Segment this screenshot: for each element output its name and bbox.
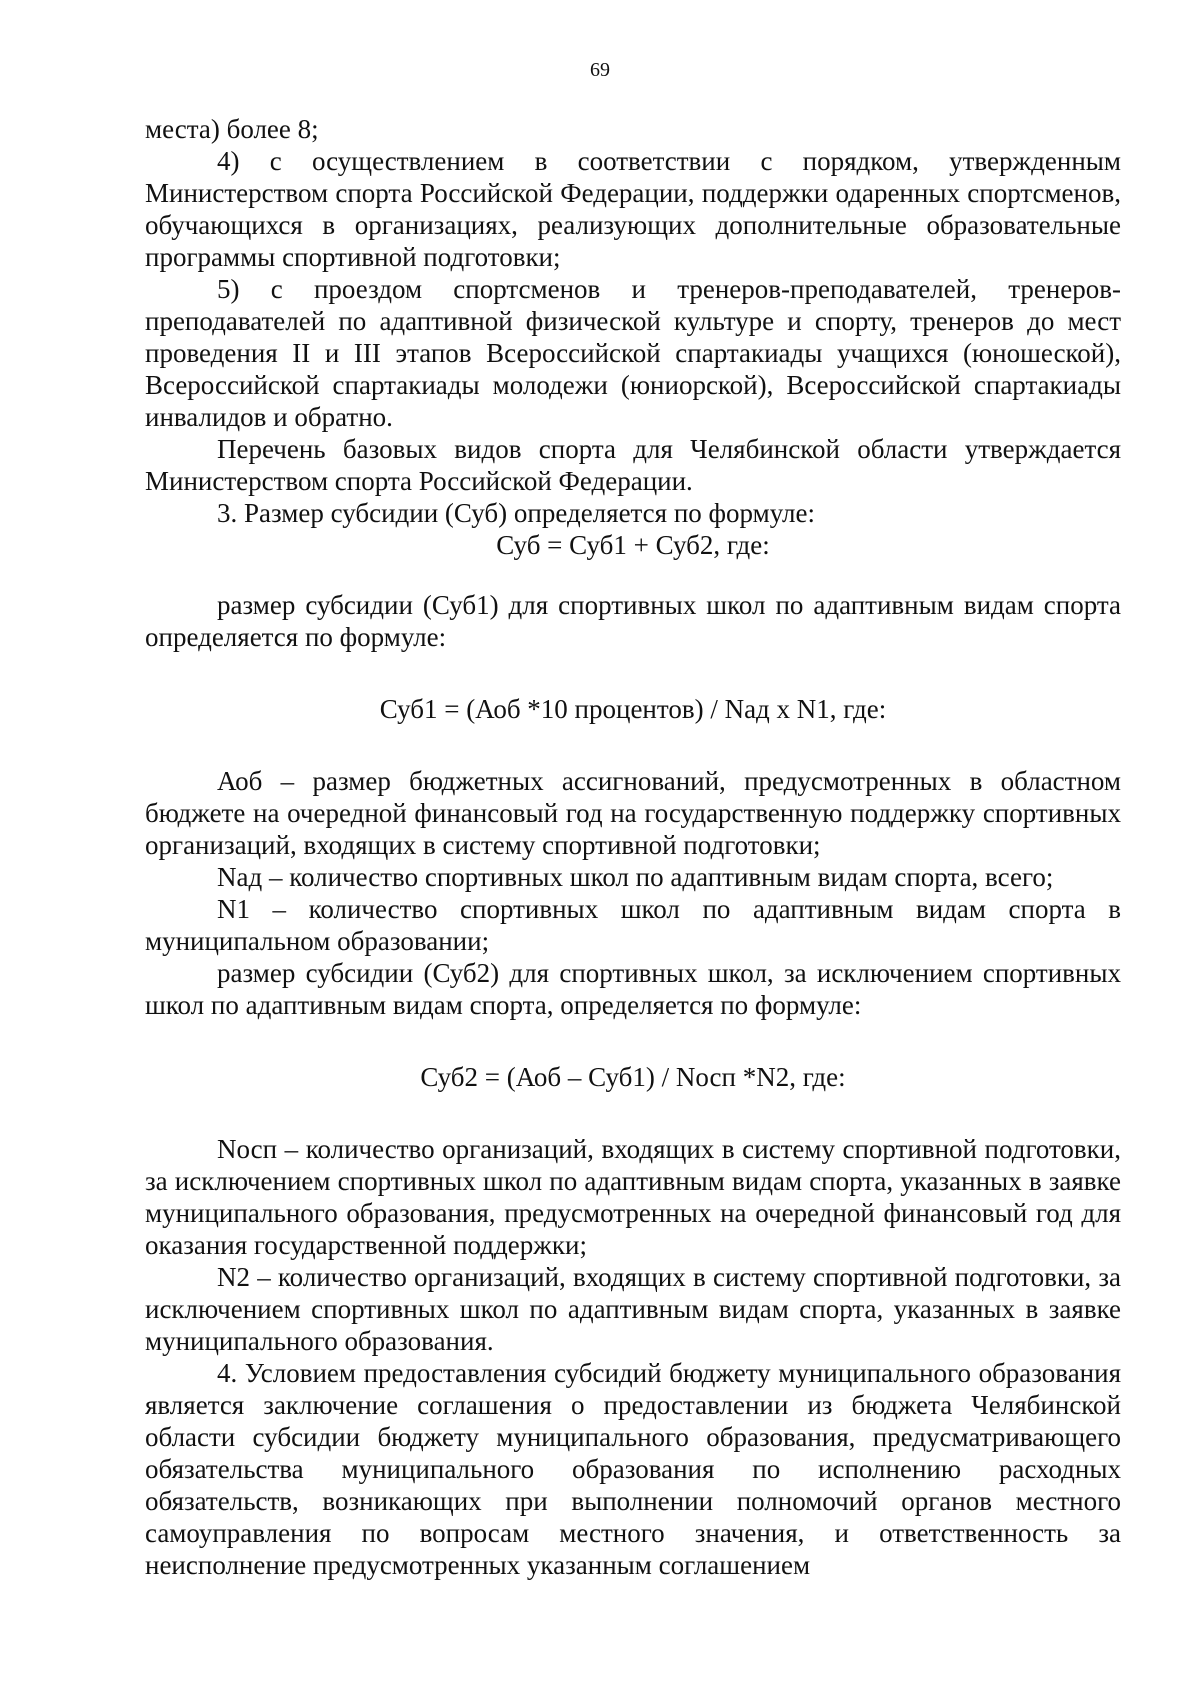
list-item-5: 5) с проездом спортсменов и тренеров-преподавателей, тренеров-преподавателей по адаптивной физической культуре и спорту, тренеров до мест проведения II и III этапов Всероссийской спартакиады учащихся (юношеской), Всероссийской спартакиады молодежи (юниорской), Всероссийской спартакиады инвалидов и обратно.: [145, 274, 1121, 432]
paragraph: места) более 8;: [145, 114, 319, 144]
paragraph: Перечень базовых видов спорта для Челябинской области утверждается Министерством спорта Российской Федерации.: [145, 434, 1121, 496]
list-item-4: 4) с осуществлением в соответствии с порядком, утвержденным Министерством спорта Российской Федерации, поддержки одаренных спортсменов, обучающихся в организациях, реализующих дополнительные образовательные программы спортивной подготовки;: [145, 146, 1121, 272]
definition-n1: N1 – количество спортивных школ по адаптивным видам спорта в муниципальном образовании;: [145, 894, 1121, 956]
formula-sub1: Суб1 = (Аоб *10 процентов) / Nад х N1, где:: [379, 694, 887, 724]
formula-sub: Суб = Суб1 + Суб2, где:: [496, 530, 770, 560]
section-4-paragraph: 4. Условием предоставления субсидий бюджету муниципального образования является заключение соглашения о предоставлении из бюджета Челябинской области субсидии бюджету муниципального образования, предусматривающего обязательства муниципального образования по исполнению расходных обязательств, возникающих при выполнении полномочий органов местного самоуправления по вопросам местного значения, и ответственность за неисполнение предусмотренных указанным соглашением: [145, 1358, 1121, 1580]
page-number: 69: [590, 59, 610, 81]
paragraph: размер субсидии (Суб1) для спортивных школ по адаптивным видам спорта определяется по формуле:: [145, 590, 1121, 652]
definition-nosp: Nосп – количество организаций, входящих в систему спортивной подготовки, за исключением спортивных школ по адаптивным видам спорта, указанных в заявке муниципального образования, предусмотренных на очередной финансовый год для оказания государственной поддержки;: [145, 1134, 1121, 1260]
formula-sub2: Суб2 = (Аоб – Суб1) / Nосп *N2, где:: [420, 1062, 846, 1092]
definition-n2: N2 – количество организаций, входящих в систему спортивной подготовки, за исключением спортивных школ по адаптивным видам спорта, указанных в заявке муниципального образования.: [145, 1262, 1121, 1356]
document-body: [145, 113, 1121, 1581]
definition-aob: Аоб – размер бюджетных ассигнований, предусмотренных в областном бюджете на очередной финансовый год на государственную поддержку спортивных организаций, входящих в систему спортивной подготовки;: [145, 766, 1121, 860]
definition-nad: Nад – количество спортивных школ по адаптивным видам спорта, всего;: [217, 862, 1054, 892]
paragraph: размер субсидии (Суб2) для спортивных школ, за исключением спортивных школ по адаптивным видам спорта, определяется по формуле:: [145, 958, 1121, 1020]
section-3-heading: 3. Размер субсидии (Суб) определяется по формуле:: [217, 498, 815, 528]
